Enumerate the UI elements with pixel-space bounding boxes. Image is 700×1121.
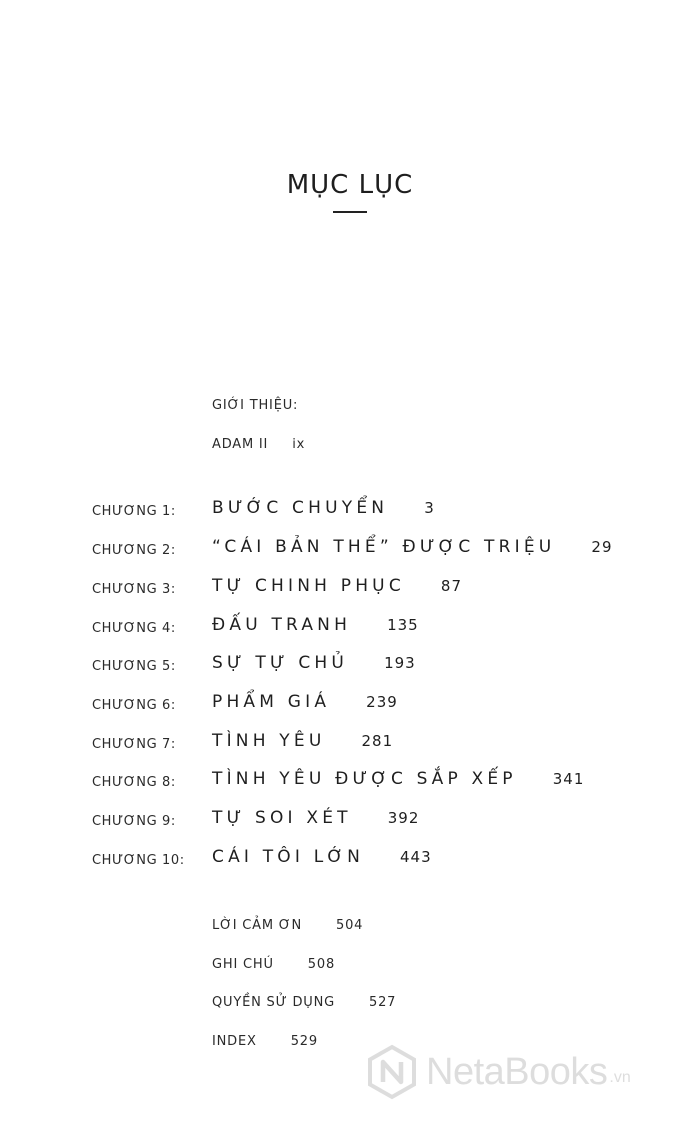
back-matter-page: 527 [369, 995, 397, 1010]
intro-item-page: ix [292, 437, 306, 452]
back-matter-label: INDEX [212, 1034, 257, 1049]
chapter-title [212, 731, 393, 751]
chapter-name: BƯỚC CHUYỂN [212, 498, 389, 518]
chapter-row [0, 731, 700, 761]
intro-item [212, 437, 305, 452]
intro-heading: GIỚI THIỆU: [212, 398, 299, 413]
page-title: MỤC LỤC [286, 170, 414, 200]
chapter-name: “CÁI BẢN THỂ” ĐƯỢC TRIỆU [212, 537, 556, 557]
chapter-row [0, 537, 700, 567]
back-matter-page: 529 [290, 1034, 318, 1049]
chapter-name: SỰ TỰ CHỦ [212, 653, 349, 673]
chapter-label: CHƯƠNG 7: [92, 737, 176, 752]
watermark-suffix: .vn [609, 1069, 631, 1086]
chapter-row [0, 498, 700, 528]
chapter-title [212, 808, 419, 828]
chapter-row [0, 769, 700, 799]
back-matter-item [212, 995, 396, 1010]
chapter-name: ĐẤU TRANH [212, 615, 352, 635]
chapter-row [0, 615, 700, 645]
chapter-title [212, 847, 432, 867]
netabooks-watermark [364, 1044, 631, 1100]
chapter-title [212, 653, 416, 673]
chapter-page: 239 [366, 693, 398, 711]
chapter-page: 3 [424, 499, 435, 517]
back-matter-item [212, 957, 335, 972]
chapter-row [0, 847, 700, 877]
netabooks-logo-icon [364, 1044, 420, 1100]
back-matter-item [212, 1034, 318, 1049]
chapter-label: CHƯƠNG 5: [92, 659, 176, 674]
chapter-page: 341 [552, 770, 585, 788]
chapter-label: CHƯƠNG 1: [92, 504, 176, 519]
chapter-label: CHƯƠNG 8: [92, 775, 176, 790]
chapter-page: 87 [440, 577, 462, 595]
chapter-row [0, 692, 700, 722]
chapter-name: CÁI TÔI LỚN [212, 847, 365, 867]
chapter-title [212, 576, 462, 596]
chapter-page: 29 [591, 538, 613, 556]
chapter-title [212, 769, 584, 789]
chapter-label: CHƯƠNG 9: [92, 814, 176, 829]
chapter-page: 135 [387, 616, 419, 634]
chapter-name: TỰ CHINH PHỤC [212, 576, 405, 596]
chapter-name: TÌNH YÊU [212, 731, 326, 751]
chapter-label: CHƯƠNG 10: [92, 853, 185, 868]
back-matter-page: 504 [336, 918, 364, 933]
title-underline [333, 211, 367, 213]
chapter-title [212, 498, 435, 518]
chapter-label: CHƯƠNG 3: [92, 582, 176, 597]
chapter-label: CHƯƠNG 6: [92, 698, 176, 713]
back-matter-page: 508 [307, 957, 336, 972]
chapter-row [0, 808, 700, 838]
chapter-row [0, 576, 700, 606]
intro-item-label: ADAM II [212, 437, 269, 452]
chapter-name: PHẨM GIÁ [212, 692, 331, 712]
chapter-page: 443 [400, 848, 432, 866]
chapter-row [0, 653, 700, 683]
chapter-page: 392 [387, 809, 420, 827]
chapter-label: CHƯƠNG 4: [92, 621, 176, 636]
chapter-page: 281 [361, 732, 394, 750]
back-matter-item [212, 918, 363, 933]
chapter-name: TÌNH YÊU ĐƯỢC SẮP XẾP [212, 769, 517, 789]
watermark-brand: NetaBooks [426, 1050, 608, 1093]
back-matter-label: LỜI CẢM ƠN [212, 918, 302, 933]
chapter-name: TỰ SOI XÉT [212, 808, 352, 828]
back-matter-label: QUYỀN SỬ DỤNG [212, 995, 336, 1010]
chapter-label: CHƯƠNG 2: [92, 543, 176, 558]
back-matter-label: GHI CHÚ [212, 957, 274, 972]
chapter-page: 193 [384, 654, 416, 672]
chapter-title [212, 537, 613, 557]
chapter-title [212, 615, 419, 635]
chapter-title [212, 692, 398, 712]
